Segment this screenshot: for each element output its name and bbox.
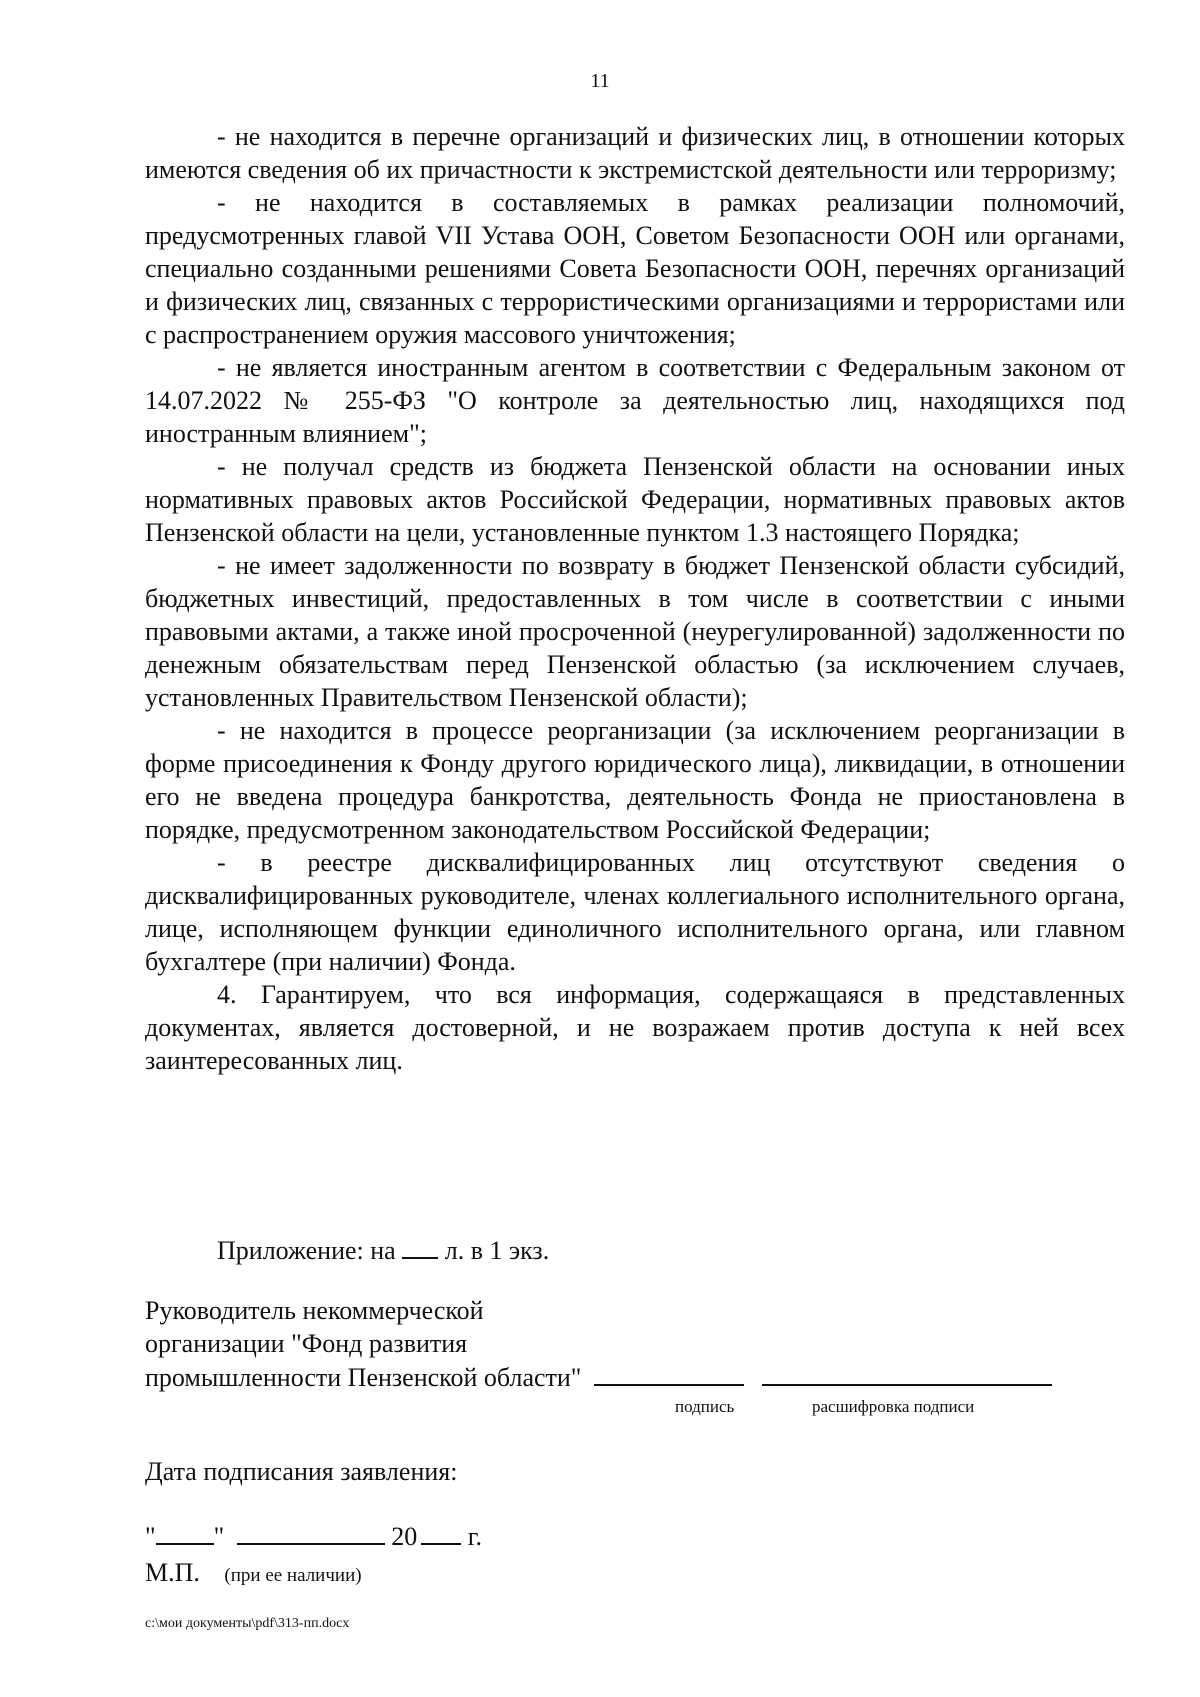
stamp-label: М.П. [145,1558,200,1587]
date-line [145,1519,482,1553]
paragraph-debt: - не имеет задолженности по возврату в бюджет Пензенской области субсидий, бюджетных инвестиций, предоставленных в том числе в соответствии с иными правовыми актами, а также иной просроченной (неурегулированной) задолженности по денежным обязательствам перед Пензенской областью (за исключением случаев, установленных Правительством Пензенской области); [145,551,1125,712]
signature-blank [594,1360,744,1386]
year-suffix: г. [467,1522,482,1551]
paragraph-un-lists: - не находится в составляемых в рамках реализации полномочий, предусмотренных главой VII Устава ООН, Советом Безопасности ООН или органами, специально созданными решениями Совета Безопасности ООН, перечнях организаций и физических лиц, связанных с террористическими организациями и террористами или с распространением оружия массового уничтожения; [145,188,1125,349]
paragraph-guarantee: 4. Гарантируем, что вся информация, содержащаяся в представленных документах, является достоверной, и не возражаем против доступа к ней всех заинтересованных лиц. [145,980,1125,1075]
stamp-line [145,1556,362,1592]
attachment-prefix: Приложение: на [217,1236,396,1265]
attachment-line [217,1233,549,1267]
date-label: Дата подписания заявления: [145,1457,458,1486]
date-quote-open: " [145,1522,156,1551]
signature-caption: подпись [675,1397,735,1416]
document-body [145,120,1125,1077]
decoding-caption: расшифровка подписи [812,1397,975,1416]
signatory-line-1: Руководитель некоммерческой [145,1296,484,1325]
day-blank [156,1519,214,1545]
signatory-line-2: организации "Фонд развития [145,1329,468,1358]
file-path-footer: c:\мои документы\pdf\313-пп.docx [145,1616,350,1631]
month-blank [237,1519,385,1545]
page-number: 11 [590,70,610,92]
paragraph-budget-funds: - не получал средств из бюджета Пензенской области на основании иных нормативных правовых актов Российской Федерации, нормативных правовых актов Пензенской области на цели, установленные пунктом 1.3 настоящего Порядка; [145,452,1125,547]
paragraph-foreign-agent: - не является иностранным агентом в соответствии с Федеральным законом от 14.07.2022 № 255-ФЗ "О контроле за деятельностью лиц, находящихся под иностранным влиянием"; [145,353,1125,448]
date-quote-close: " [213,1522,225,1551]
paragraph-reorganization: - не находится в процессе реорганизации (за исключением реорганизации в форме присоединения к Фонду другого юридического лица), ликвидации, в отношении его не введена процедура банкротства, деятельность Фонда не приостановлена в порядке, предусмотренном законодательством Российской Федерации; [145,716,1125,844]
stamp-note: (при ее наличии) [224,1565,362,1586]
signatory-line-3-text: промышленности Пензенской области" [145,1363,582,1392]
paragraph-disqualified: - в реестре дисквалифицированных лиц отсутствуют сведения о дисквалифицированных руководителе, членах коллегиального исполнительного органа, лице, исполняющем функции единоличного исполнительного органа, или главном бухгалтере (при наличии) Фонда. [145,848,1125,976]
attachment-sheets-blank [402,1233,438,1259]
signatory-line-3 [145,1360,1052,1394]
year-blank [421,1519,461,1545]
attachment-suffix: л. в 1 экз. [444,1236,550,1265]
year-prefix: 20 [391,1522,418,1551]
signature-decoding-blank [762,1360,1052,1386]
paragraph-extremism: - не находится в перечне организаций и физических лиц, в отношении которых имеются сведения об их причастности к экстремистской деятельности или терроризму; [145,122,1125,184]
